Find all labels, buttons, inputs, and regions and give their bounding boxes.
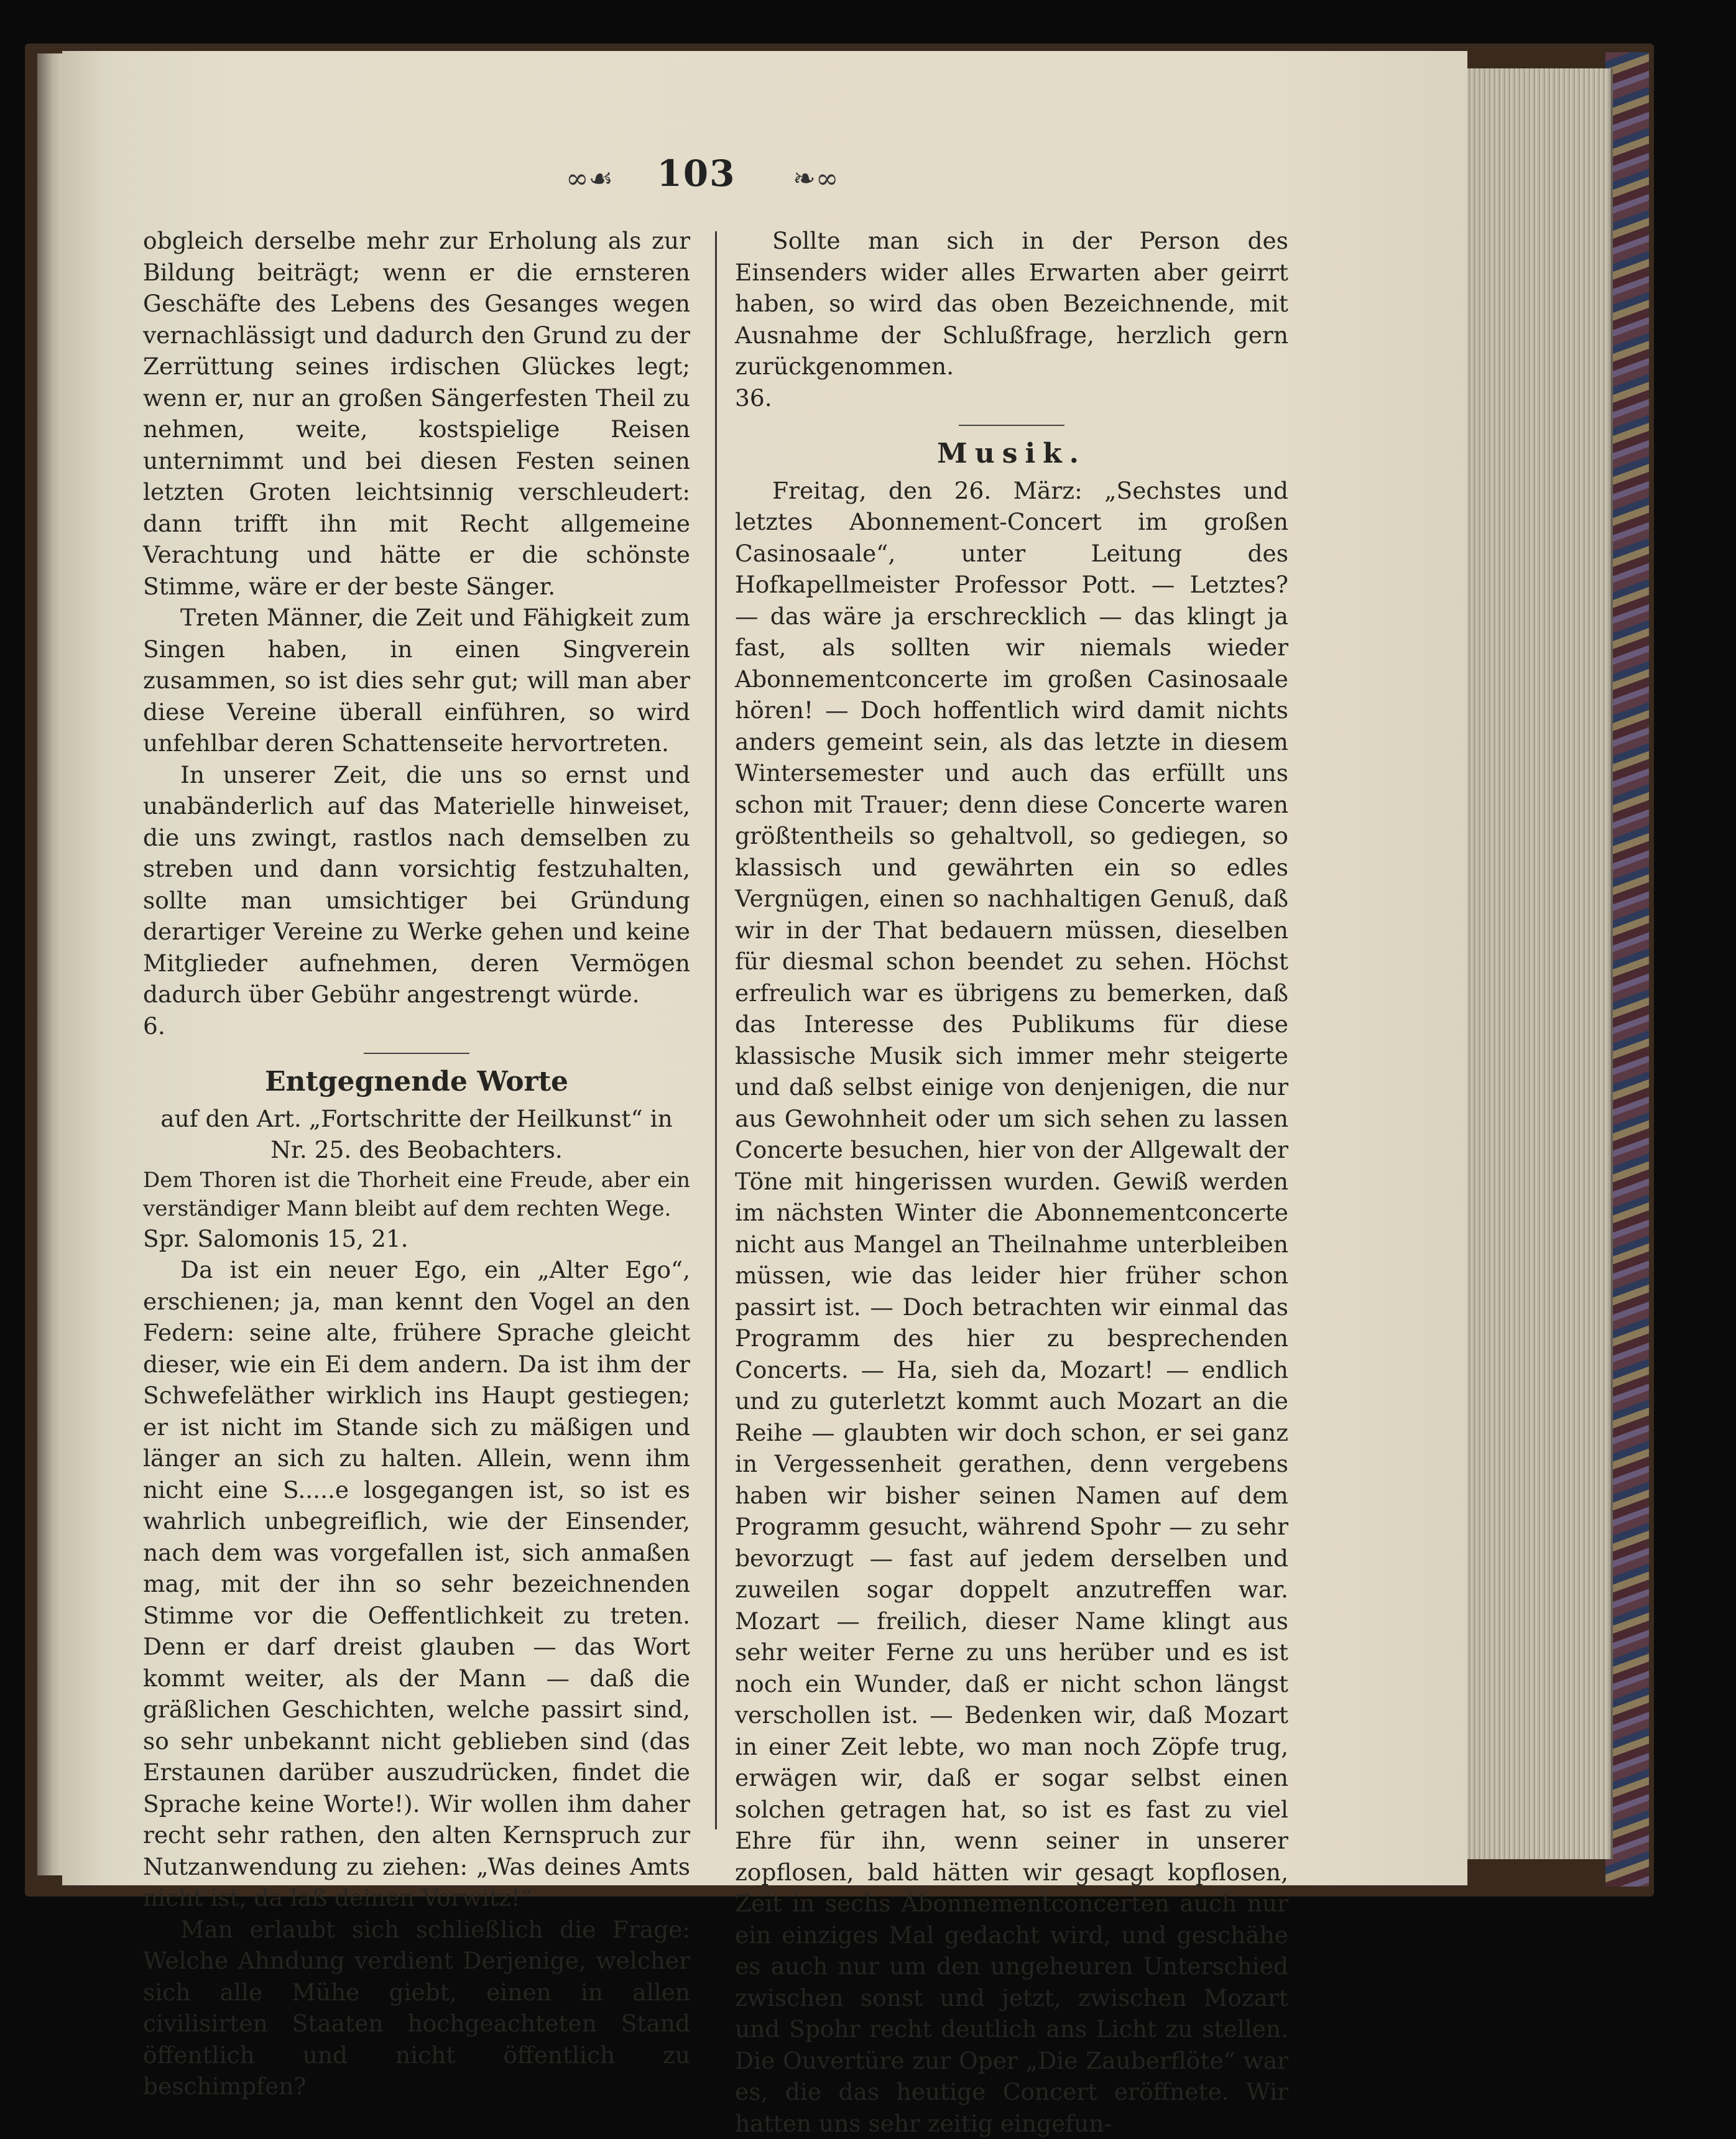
right-column	[735, 225, 1288, 2139]
left-column	[143, 225, 690, 2102]
left-paragraph-1: obgleich derselbe mehr zur Erholung als zur Bildung beiträgt; wenn er die ernsteren Geschäfte des Lebens des Gesanges wegen vernachlässigt und dadurch den Grund zu der Zerrüttung seines irdischen Glückes legt; wenn er, nur an großen Sängerfesten Theil zu nehmen, weite, kostspielige Reisen unternimmt und bei diesen Festen seinen letzten Groten leichtsinnig verschleudert: dann trifft ihn mit Recht allgemeine Verachtung und hätte er die schönste Stimme, wäre er der beste Sänger.	[143, 225, 690, 602]
left-paragraph-2: Treten Männer, die Zeit und Fähigkeit zum Singen haben, in einen Singverein zusammen, so ist dies sehr gut; will man aber diese Vereine überall einführen, so wird unfehlbar deren Schattenseite hervortreten.	[143, 602, 690, 759]
motto-source: Spr. Salomonis 15, 21.	[143, 1223, 690, 1255]
facing-page-edge	[37, 53, 62, 1875]
page-edges	[1467, 68, 1613, 1859]
ornament-right-icon: ❧∞	[793, 163, 839, 195]
right-signature-1: 36.	[735, 382, 1288, 414]
left-paragraph-4: Da ist ein neuer Ego, ein „Alter Ego“, erschienen; ja, man kennt den Vogel an den Federn: seine alte, frühere Sprache gleicht dieser, wie ein Ei dem andern. Da ist ihm der Schwefeläther wirklich ins Haupt gestiegen; er ist nicht im Stande sich zu mäßigen und länger an sich zu halten. Allein, wenn ihm nicht eine S.....e losgegangen ist, so ist es wahrlich unbegreiflich, wie der Einsender, nach dem was vorgefallen ist, sich anmaßen mag, mit der ihn so sehr bezeichnenden Stimme vor die Oeffentlichkeit zu treten. Denn er darf dreist glauben — das Wort kommt weiter, als der Mann — daß die gräßlichen Geschichten, welche passirt sind, so sehr unbekannt nicht geblieben sind (das Erstaunen darüber auszudrücken, findet die Sprache keine Worte!). Wir wollen ihm daher recht sehr rathen, den alten Kernspruch zur Nutzanwendung zu ziehen: „Was deines Amts nicht ist, da laß deinen Vorwitz!“	[143, 1254, 690, 1914]
ornament-left-icon: ∞☙	[566, 163, 613, 195]
music-heading: Musik.	[735, 438, 1288, 470]
article-subheading: auf den Art. „Fortschritte der Heilkunst“ in Nr. 25. des Beobachters.	[143, 1103, 690, 1166]
left-signature-1: 6.	[143, 1010, 690, 1042]
motto: Dem Thoren ist die Thorheit eine Freude, aber ein verständiger Mann bleibt auf dem rechten Wege.	[143, 1166, 690, 1223]
page-number: 103	[572, 152, 821, 195]
right-paragraph-2: Freitag, den 26. März: „Sechstes und letztes Abonnement-Concert im großen Casinosaale“, unter Leitung des Hofkapellmeister Professor Pott. — Letztes? — das wäre ja erschrecklich — das klingt ja fast, als sollten wir niemals wieder Abonnementconcerte im großen Casinosaale hören! — Doch hoffentlich wird damit nichts anders gemeint sein, als das letzte in diesem Wintersemester und auch das erfüllt uns schon mit Trauer; denn diese Concerte waren größtentheils so gehaltvoll, so gediegen, so klassisch und gewährten ein so edles Vergnügen, einen so nachhaltigen Genuß, daß wir in der That bedauern müssen, dieselben für diesmal schon beendet zu sehen. Höchst erfreulich war es übrigens zu bemerken, daß das Interesse des Publikums für diese klassische Musik sich immer mehr steigerte und daß selbst einige von denjenigen, die nur aus Gewohnheit oder um sich sehen zu lassen Concerte besuchen, hier von der Allgewalt der Töne mit hingerissen wurden. Gewiß werden im nächsten Winter die Abonnementconcerte nicht aus Mangel an Theilnahme unterbleiben müssen, wie das leider hier früher schon passirt ist. — Doch betrachten wir einmal das Programm des hier zu besprechenden Concerts. — Ha, sieh da, Mozart! — endlich und zu guterletzt kommt auch Mozart an die Reihe — glaubten wir doch schon, er sei ganz in Vergessenheit gerathen, denn vergebens haben wir bisher seinen Namen auf dem Programm gesucht, während Spohr — zu sehr bevorzugt — fast auf jedem derselben und zuweilen sogar doppelt anzutreffen war. Mozart — freilich, dieser Name klingt aus sehr weiter Ferne zu uns herüber und es ist noch ein Wunder, daß er nicht schon längst verschollen ist. — Bedenken wir, daß Mozart in einer Zeit lebte, wo man noch Zöpfe trug, erwägen wir, daß er sogar selbst einen solchen getragen hat, so ist es fast zu viel Ehre für ihn, wenn seiner in unserer zopflosen, bald hätten wir gesagt kopflosen, Zeit in sechs Abonnementconcerten auch nur ein einziges Mal gedacht wird, und geschähe es auch nur um den ungeheuren Unterschied zwischen sonst und jetzt, zwischen Mozart und Spohr recht deutlich ans Licht zu stellen. Die Ouvertüre zur Oper „Die Zauberflöte“ war es, die das heutige Concert eröffnete. Wir hatten uns sehr zeitig eingefun-	[735, 475, 1288, 2139]
right-paragraph-1: Sollte man sich in der Person des Einsenders wider alles Erwarten aber geirrt haben, so wird das oben Bezeichnende, mit Ausnahme der Schlußfrage, herzlich gern zurückgenommen.	[735, 225, 1288, 382]
section-rule-right	[959, 425, 1064, 426]
left-paragraph-5: Man erlaubt sich schließlich die Frage: Welche Ahndung verdient Derjenige, welcher sich alle Mühe giebt, einen in allen civilisirten Staaten hochgeachteten Stand öffentlich und nicht öffentlich zu beschimpfen?	[143, 1914, 690, 2102]
article-heading: Entgegnende Worte	[143, 1066, 690, 1098]
column-divider	[715, 231, 717, 1829]
left-paragraph-3: In unserer Zeit, die uns so ernst und unabänderlich auf das Materielle hinweiset, die uns zwingt, rastlos nach demselben zu streben und dann vorsichtig festzuhalten, sollte man umsichtiger bei Gründung derartiger Vereine zu Werke gehen und keine Mitglieder aufnehmen, deren Vermögen dadurch über Gebühr angestrengt würde.	[143, 759, 690, 1010]
section-rule	[364, 1053, 469, 1054]
